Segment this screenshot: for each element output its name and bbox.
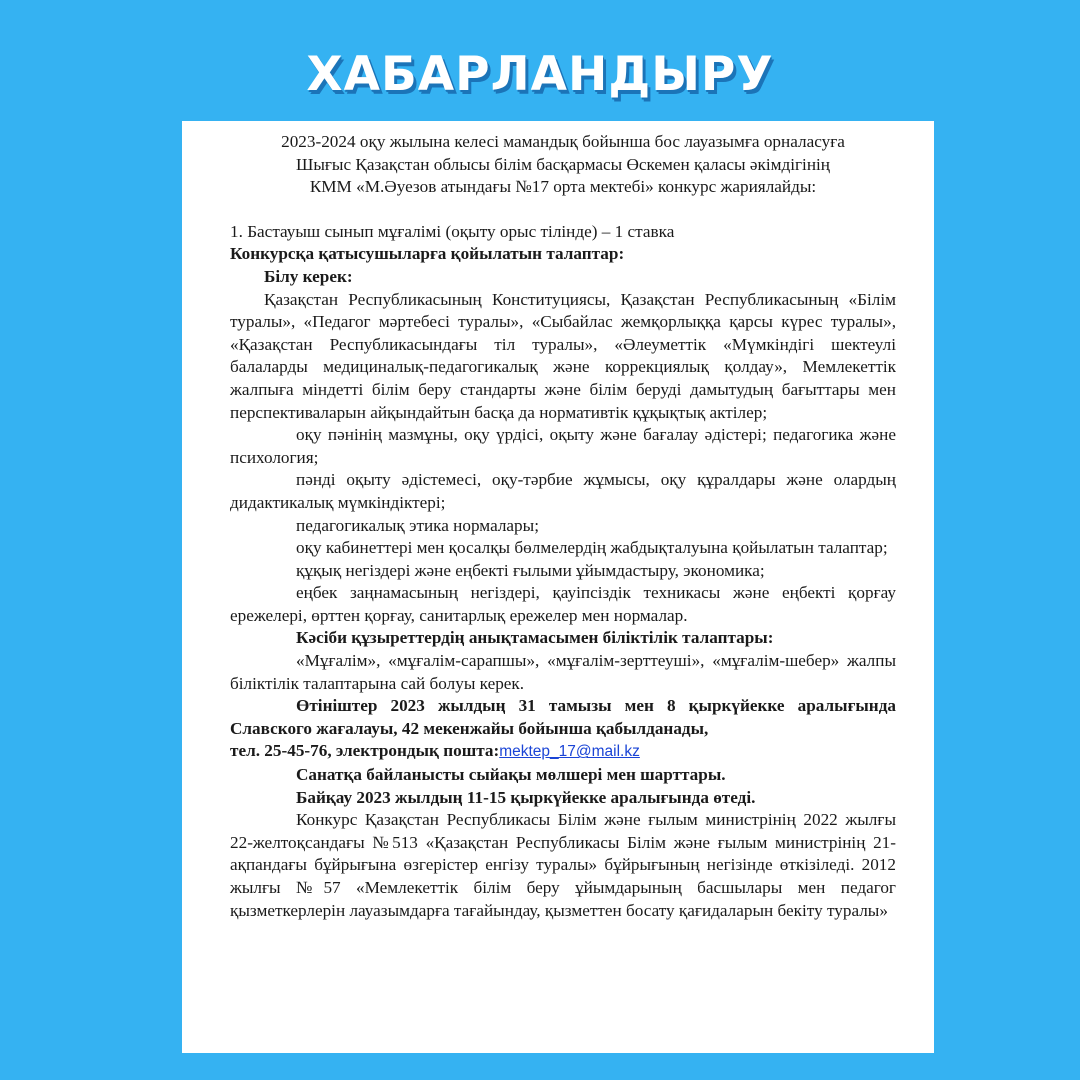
knowledge-item: құқық негіздері және еңбекті ғылыми ұйымдастыру, экономика; (296, 560, 765, 580)
contest-dates-line: Байқау 2023 жылдың 11-15 қыркүйекке аралығында өтеді. (296, 787, 756, 807)
document-header (230, 131, 896, 199)
vacancy-position: 1. Бастауыш сынып мұғалімі (оқыту орыс тілінде) – 1 ставка (230, 221, 675, 241)
requirements-heading: Конкурсқа қатысушыларға қойылатын талаптар: (230, 244, 625, 264)
header-line-1: 2023-2024 оқу жылына келесі мамандық бойынша бос лауазымға орналасуға (281, 132, 845, 151)
banner-title: ХАБАРЛАНДЫРУ (306, 47, 774, 102)
announcement-document (182, 121, 934, 1053)
must-know-heading: Білу керек: (264, 266, 353, 286)
knowledge-item: еңбек заңнамасының негіздері, қауіпсіздік техникасы және еңбекті қорғау ережелері, өрттен қорғау, санитарлық ережелер мен нормалар. (230, 583, 896, 625)
header-line-2: Шығыс Қазақстан облысы білім басқармасы Өскемен қаласы әкімдігінің (295, 154, 831, 174)
contact-line (230, 740, 896, 764)
knowledge-item: пәнді оқыту әдістемесі, оқу-тәрбие жұмысы, оқу құралдары және олардың дидактикалық мүмкіндіктері; (230, 470, 896, 512)
applications-paragraph: Өтініштер 2023 жылдың 31 тамызы мен 8 қыркүйекке аралығында Славского жағалауы, 42 мекенжайы бойынша қабылданады, (230, 696, 896, 738)
legal-basis-paragraph: Конкурс Қазақстан Республикасы Білім және ғылым министрінің 2022 жылғы 22-желтоқсандағы №513 «Қазақстан Республикасы Білім және ғылым министрінің 21-ақпандағы бұйрығына өзгерістер енгізу туралы» бұйрығының негізінде өткізіледі. 2012 жылғы №57 «Мемлекеттік білім беру ұйымдарының басшылары мен педагог қызметкерлерін лауазымдарға тағайындау, қызметтен босату қағидаларын бекіту туралы» (230, 810, 896, 920)
competence-paragraph: «Мұғалім», «мұғалім-сарапшы», «мұғалім-зерттеуші», «мұғалім-шебер» жалпы біліктілік талаптарына сай болуы керек. (230, 651, 896, 693)
contact-prefix: тел. 25-45-76, электрондық пошта: (230, 741, 500, 761)
laws-paragraph: Қазақстан Республикасының Конституциясы, Қазақстан Республикасының «Білім туралы», «Педагог мәртебесі туралы», «Сыбайлас жемқорлыққа қарсы күрес туралы», «Қазақстан Республикасындағы тіл туралы», «Әлеуметтік «Мүмкіндігі шектеулі балаларды медициналық-педагогикалық және коррекциялық қолдау», Мемлекеттік жалпыға міндетті білім беру стандарты және білім беруді дамытудың бағыттары мен перспективаларын айқындайтын басқа да нормативтік құқықтық актілер; (230, 289, 896, 422)
knowledge-item: оқу пәнінің мазмұны, оқу үрдісі, оқыту және бағалау әдістері; педагогика және психология; (230, 425, 896, 467)
competence-heading: Кәсіби құзыреттердің анықтамасымен біліктілік талаптары: (296, 628, 774, 648)
salary-line: Санатқа байланысты сыйақы мөлшері мен шарттары. (296, 765, 726, 785)
knowledge-item: педагогикалық этика нормалары; (296, 515, 539, 535)
knowledge-item: оқу кабинеттері мен қосалқы бөлмелердің жабдықталуына қойылатын талаптар; (296, 538, 888, 558)
email-link[interactable]: mektep_17@mail.kz (499, 743, 640, 761)
header-line-3: КММ «М.Әуезов атындағы №17 орта мектебі» конкурс жариялайды: (309, 177, 817, 197)
